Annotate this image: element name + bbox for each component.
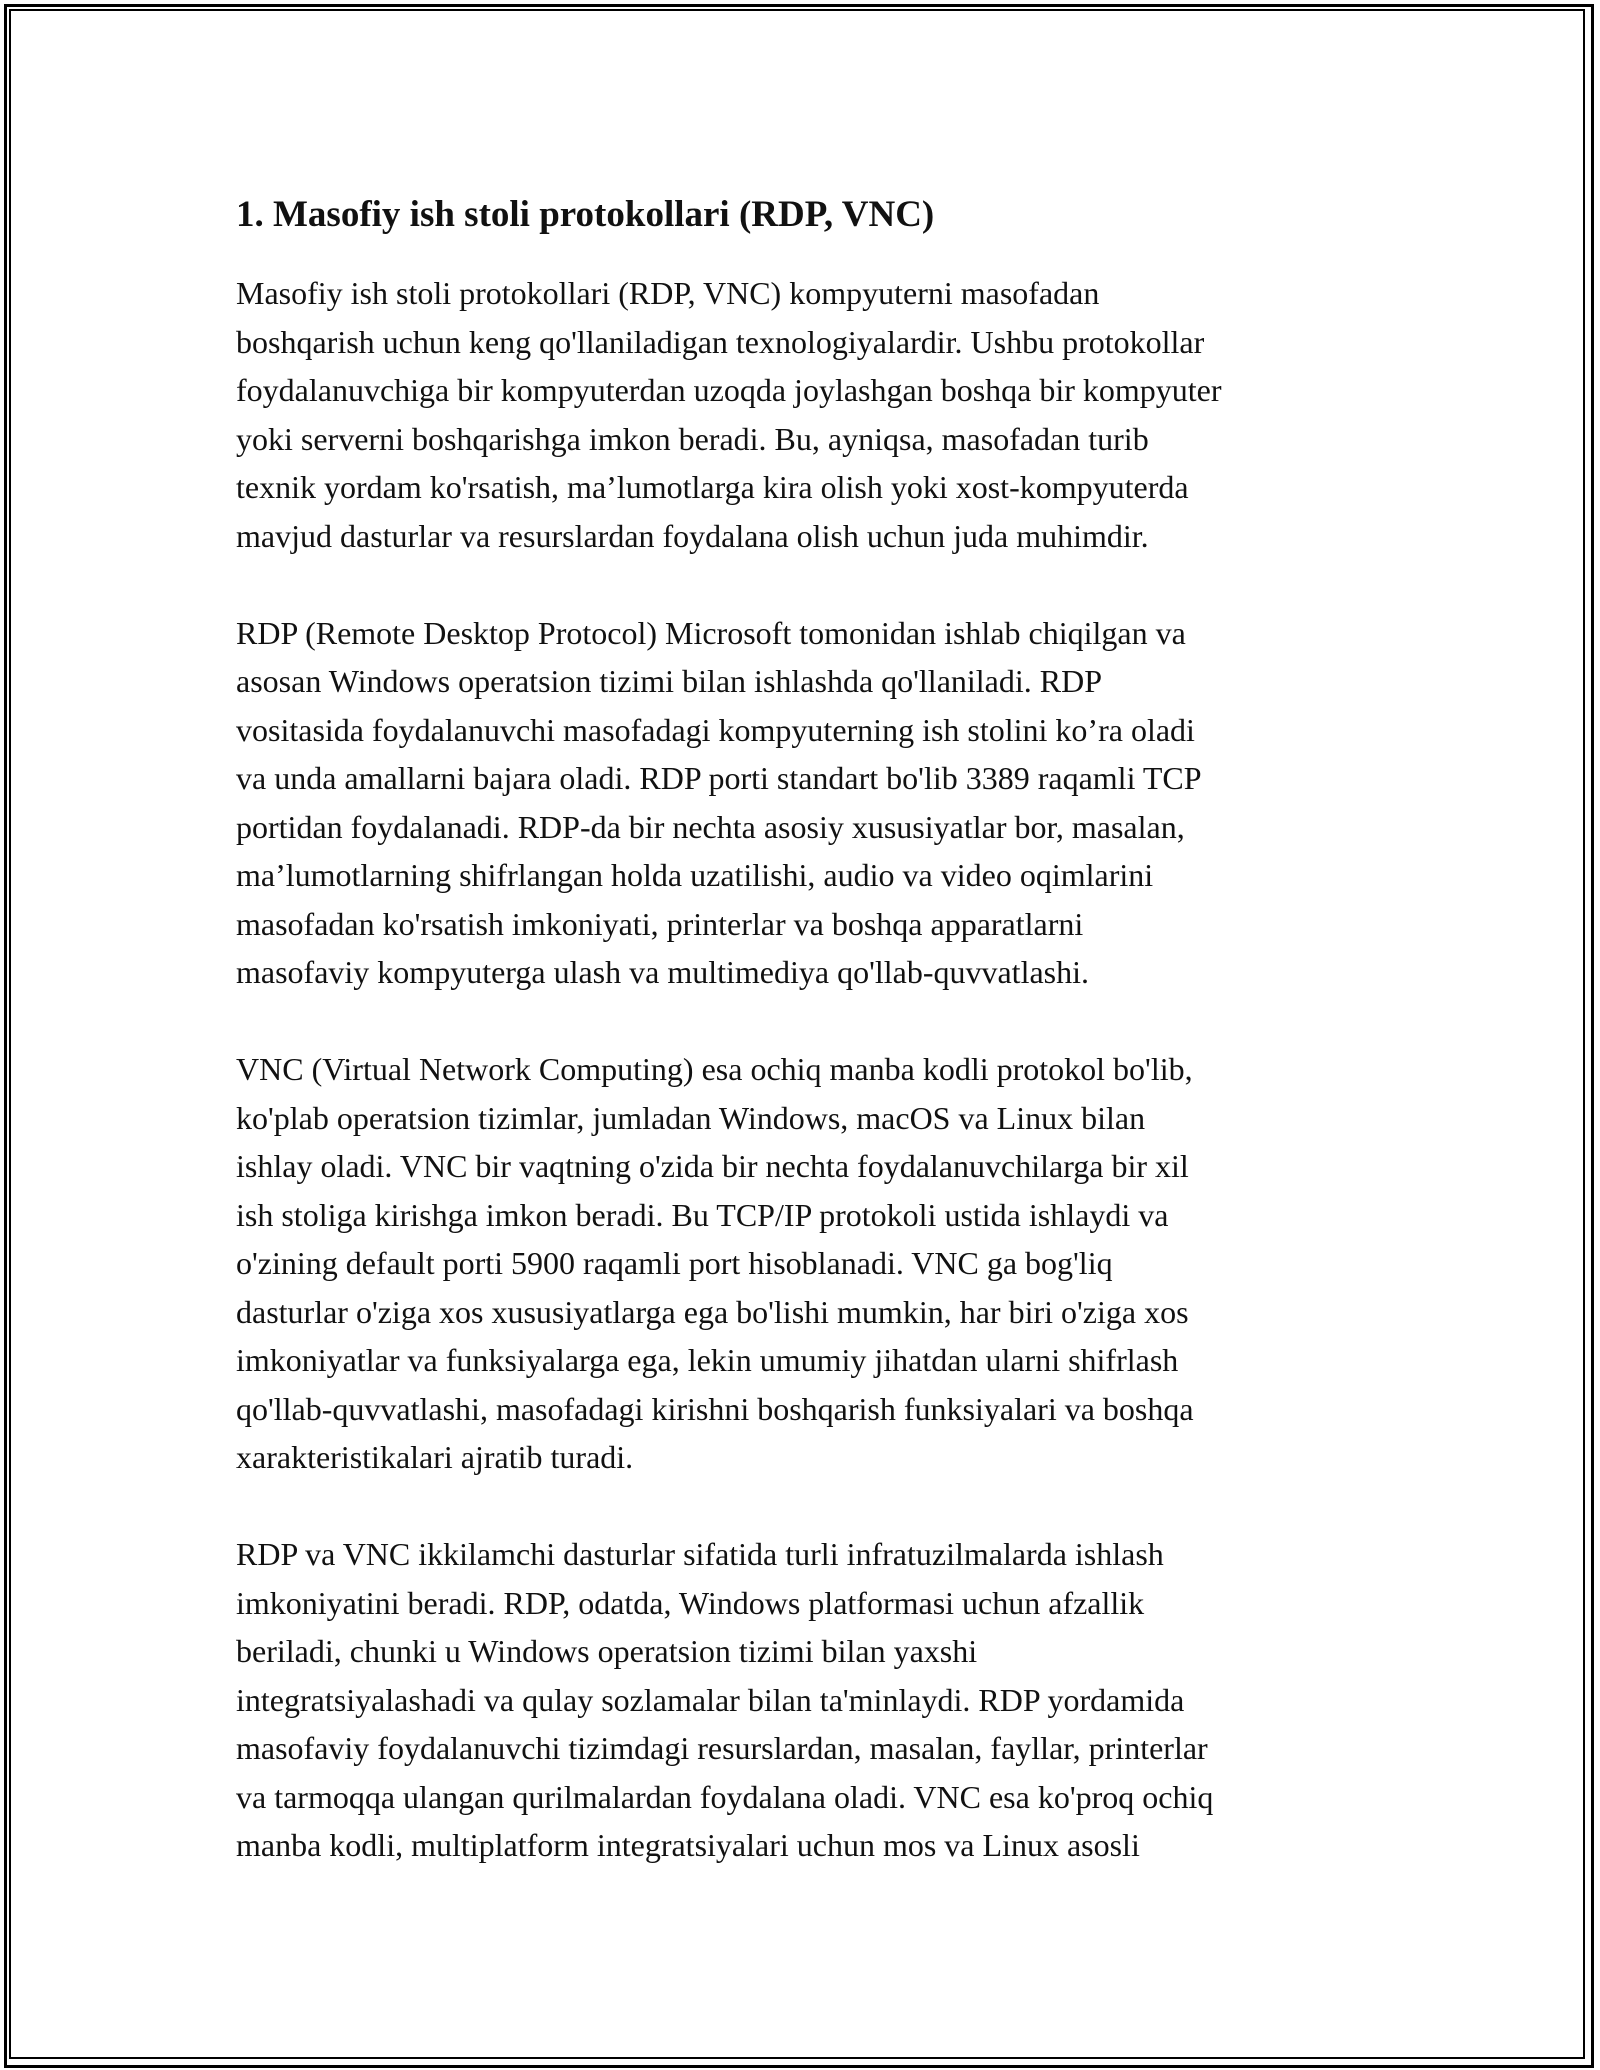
section-heading: 1. Masofiy ish stoli protokollari (RDP, VNC): [236, 194, 935, 235]
document-body: [236, 187, 1376, 1918]
text-line: VNC (Virtual Network Computing) esa ochiq manba kodli protokol bo'lib,: [236, 1051, 1193, 1087]
paragraph-vnc: [236, 1045, 1376, 1482]
text-line: imkoniyatlar va funksiyalarga ega, lekin umumiy jihatdan ularni shifrlash: [236, 1342, 1179, 1378]
text-line: ma’lumotlarning shifrlangan holda uzatilishi, audio va video oqimlarini: [236, 857, 1154, 893]
text-line: qo'llab-quvvatlashi, masofadagi kirishni boshqarish funksiyalari va boshqa: [236, 1390, 1194, 1427]
text-line: ko'plab operatsion tizimlar, jumladan Windows, macOS va Linux bilan: [236, 1099, 1146, 1136]
text-line: o'zining default porti 5900 raqamli port hisoblanadi. VNC ga bog'liq: [236, 1245, 1113, 1281]
text-line: masofaviy kompyuterga ulash va multimediya qo'llab-quvvatlashi.: [236, 954, 1089, 990]
text-line: imkoniyatini beradi. RDP, odatda, Windows platformasi uchun afzallik: [236, 1584, 1145, 1621]
text-line: yoki serverni boshqarishga imkon beradi. Bu, ayniqsa, masofadan turib: [236, 420, 1149, 457]
paragraph-intro: [236, 269, 1376, 560]
text-line: foydalanuvchiga bir kompyuterdan uzoqda joylashgan boshqa bir kompyuter: [236, 372, 1222, 408]
text-line: beriladi, chunki u Windows operatsion tizimi bilan yaxshi: [236, 1633, 978, 1669]
text-line: va tarmoqqa ulangan qurilmalardan foydalana oladi. VNC esa ko'proq ochiq: [236, 1778, 1214, 1815]
text-line: mavjud dasturlar va resurslardan foydalana olish uchun juda muhimdir.: [236, 517, 1149, 554]
paragraph-comparison: [236, 1530, 1376, 1870]
paragraph-rdp: [236, 609, 1376, 997]
text-line: va unda amallarni bajara oladi. RDP porti standart bo'lib 3389 raqamli TCP: [236, 760, 1202, 796]
text-line: ish stoliga kirishga imkon beradi. Bu TCP/IP protokoli ustida ishlaydi va: [236, 1196, 1169, 1233]
text-line: ishlay oladi. VNC bir vaqtning o'zida bir nechta foydalanuvchilarga bir xil: [236, 1148, 1189, 1184]
text-line: vositasida foydalanuvchi masofadagi kompyuterning ish stolini ko’ra oladi: [236, 711, 1195, 748]
text-line: portidan foydalanadi. RDP-da bir nechta asosiy xususiyatlar bor, masalan,: [236, 808, 1185, 845]
text-line: masofadan ko'rsatish imkoniyati, printerlar va boshqa apparatlarni: [236, 905, 1084, 942]
text-line: xarakteristikalari ajratib turadi.: [236, 1439, 634, 1475]
text-line: manba kodli, multiplatform integratsiyalari uchun mos va Linux asosli: [236, 1827, 1140, 1863]
text-line: RDP va VNC ikkilamchi dasturlar sifatida turli infratuzilmalarda ishlash: [236, 1536, 1164, 1572]
text-line: Masofiy ish stoli protokollari (RDP, VNC) kompyuterni masofadan: [236, 275, 1100, 311]
text-line: texnik yordam ko'rsatish, ma’lumotlarga kira olish yoki xost-kompyuterda: [236, 469, 1189, 505]
text-line: RDP (Remote Desktop Protocol) Microsoft tomonidan ishlab chiqilgan va: [236, 614, 1186, 651]
text-line: masofaviy foydalanuvchi tizimdagi resurslardan, masalan, fayllar, printerlar: [236, 1730, 1208, 1766]
text-line: integratsiyalashadi va qulay sozlamalar bilan ta'minlaydi. RDP yordamida: [236, 1681, 1185, 1718]
text-line: boshqarish uchun keng qo'llaniladigan texnologiyalardir. Ushbu protokollar: [236, 323, 1205, 360]
text-line: asosan Windows operatsion tizimi bilan ishlashda qo'llaniladi. RDP: [236, 663, 1103, 699]
text-line: dasturlar o'ziga xos xususiyatlarga ega bo'lishi mumkin, har biri o'ziga xos: [236, 1293, 1189, 1330]
